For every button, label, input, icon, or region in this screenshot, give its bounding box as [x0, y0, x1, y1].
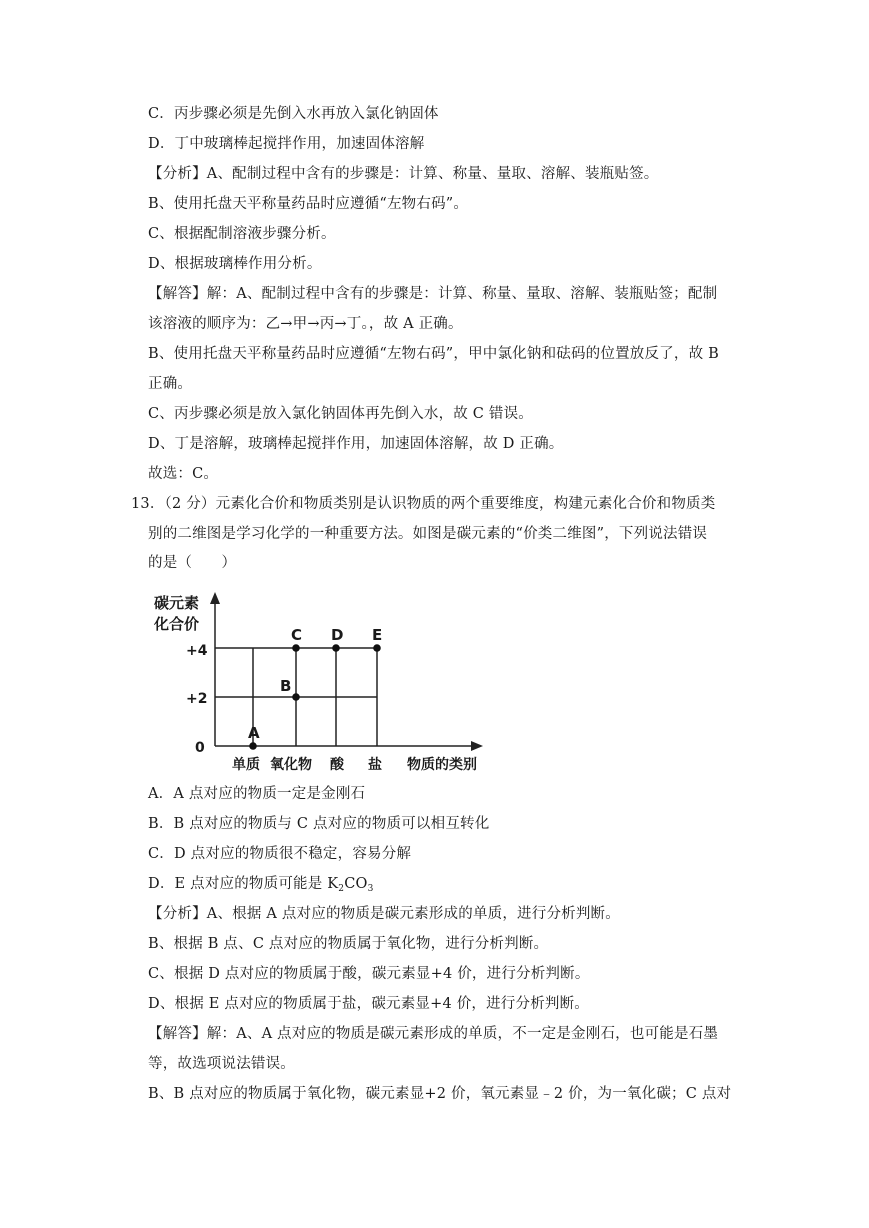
data-point-label: C: [291, 626, 303, 644]
solution-line: 正确。: [148, 376, 193, 392]
data-point: [249, 742, 257, 750]
y-axis-arrow: [210, 592, 220, 604]
solution-answer: 故选：C。: [148, 466, 219, 482]
analysis-line: 【分析】A、根据 A 点对应的物质是碳元素形成的单质，进行分析判断。: [148, 906, 620, 922]
formula-part: CO: [344, 876, 368, 892]
question-stem: 的是（ ）: [148, 555, 237, 571]
analysis-line: 【分析】A、配制过程中含有的步骤是：计算、称量、量取、溶解、装瓶贴签。: [148, 166, 659, 182]
data-point: [292, 644, 300, 652]
subscript: 3: [367, 884, 374, 894]
option-d: [148, 874, 374, 899]
option-a: A．A 点对应的物质一定是金刚石: [148, 786, 366, 802]
data-point-label: B: [280, 677, 292, 695]
analysis-line: C、根据配制溶液步骤分析。: [148, 226, 336, 242]
y-tick-label: 0: [195, 740, 205, 756]
y-axis-label-line1: 碳元素: [154, 594, 200, 612]
option-c: C．D 点对应的物质很不稳定，容易分解: [148, 846, 412, 862]
data-point-label: D: [331, 626, 344, 644]
x-category-label: 盐: [368, 757, 382, 773]
data-points: [248, 626, 382, 750]
x-category-label: 酸: [330, 757, 344, 773]
solution-line: 该溶液的顺序为：乙→甲→丙→丁。，故 A 正确。: [148, 316, 463, 332]
x-category-label: 单质: [232, 757, 260, 773]
x-category-label: 氧化物: [270, 757, 312, 773]
solution-line: B、使用托盘天平称量药品时应遵循“左物右码”，甲中氯化钠和砝码的位置放反了，故 B: [148, 346, 719, 362]
analysis-line: B、使用托盘天平称量药品时应遵循“左物右码”。: [148, 196, 469, 212]
data-point-label: E: [372, 626, 383, 644]
option-b: B．B 点对应的物质与 C 点对应的物质可以相互转化: [148, 816, 490, 832]
y-axis-label-line2: 化合价: [154, 615, 200, 633]
analysis-line: D、根据 E 点对应的物质属于盐，碳元素显+4 价，进行分析判断。: [148, 996, 590, 1012]
option-d: D．丁中玻璃棒起搅拌作用，加速固体溶解: [148, 136, 425, 152]
x-axis-arrow: [471, 741, 483, 751]
y-tick-label: +2: [186, 691, 208, 707]
solution-line: D、丁是溶解，玻璃棒起搅拌作用，加速固体溶解，故 D 正确。: [148, 436, 564, 452]
analysis-line: B、根据 B 点、C 点对应的物质属于氧化物，进行分析判断。: [148, 936, 549, 952]
data-point-label: A: [248, 724, 260, 742]
data-point: [292, 693, 300, 701]
data-point: [332, 644, 340, 652]
data-point: [373, 644, 381, 652]
subscript: 2: [338, 884, 345, 894]
solution-line: C、丙步骤必须是放入氯化钠固体再先倒入水，故 C 错误。: [148, 406, 534, 422]
question-stem: 13．（2 分）元素化合价和物质类别是认识物质的两个重要维度，构建元素化合价和物质类: [131, 496, 716, 512]
analysis-line: D、根据玻璃棒作用分析。: [148, 256, 322, 272]
question-stem: 别的二维图是学习化学的一种重要方法。如图是碳元素的“价类二维图”，下列说法错误: [148, 526, 708, 542]
solution-line: B、B 点对应的物质属于氧化物，碳元素显+2 价，氧元素显﹣2 价，为一氧化碳；C 点对: [148, 1086, 732, 1102]
solution-line: 等，故选项说法错误。: [148, 1056, 295, 1072]
y-tick-label: +4: [186, 643, 208, 659]
analysis-line: C、根据 D 点对应的物质属于酸，碳元素显+4 价，进行分析判断。: [148, 966, 590, 982]
x-axis-label: 物质的类别: [407, 757, 477, 773]
solution-line: 【解答】解：A、配制过程中含有的步骤是：计算、称量、量取、溶解、装瓶贴签；配制: [148, 286, 718, 302]
option-c: C．丙步骤必须是先倒入水再放入氯化钠固体: [148, 106, 439, 122]
solution-line: 【解答】解：A、A 点对应的物质是碳元素形成的单质，不一定是金刚石，也可能是石墨: [148, 1026, 719, 1042]
valence-category-chart: [150, 588, 495, 778]
option-d-text: D．E 点对应的物质可能是 K: [148, 876, 339, 892]
